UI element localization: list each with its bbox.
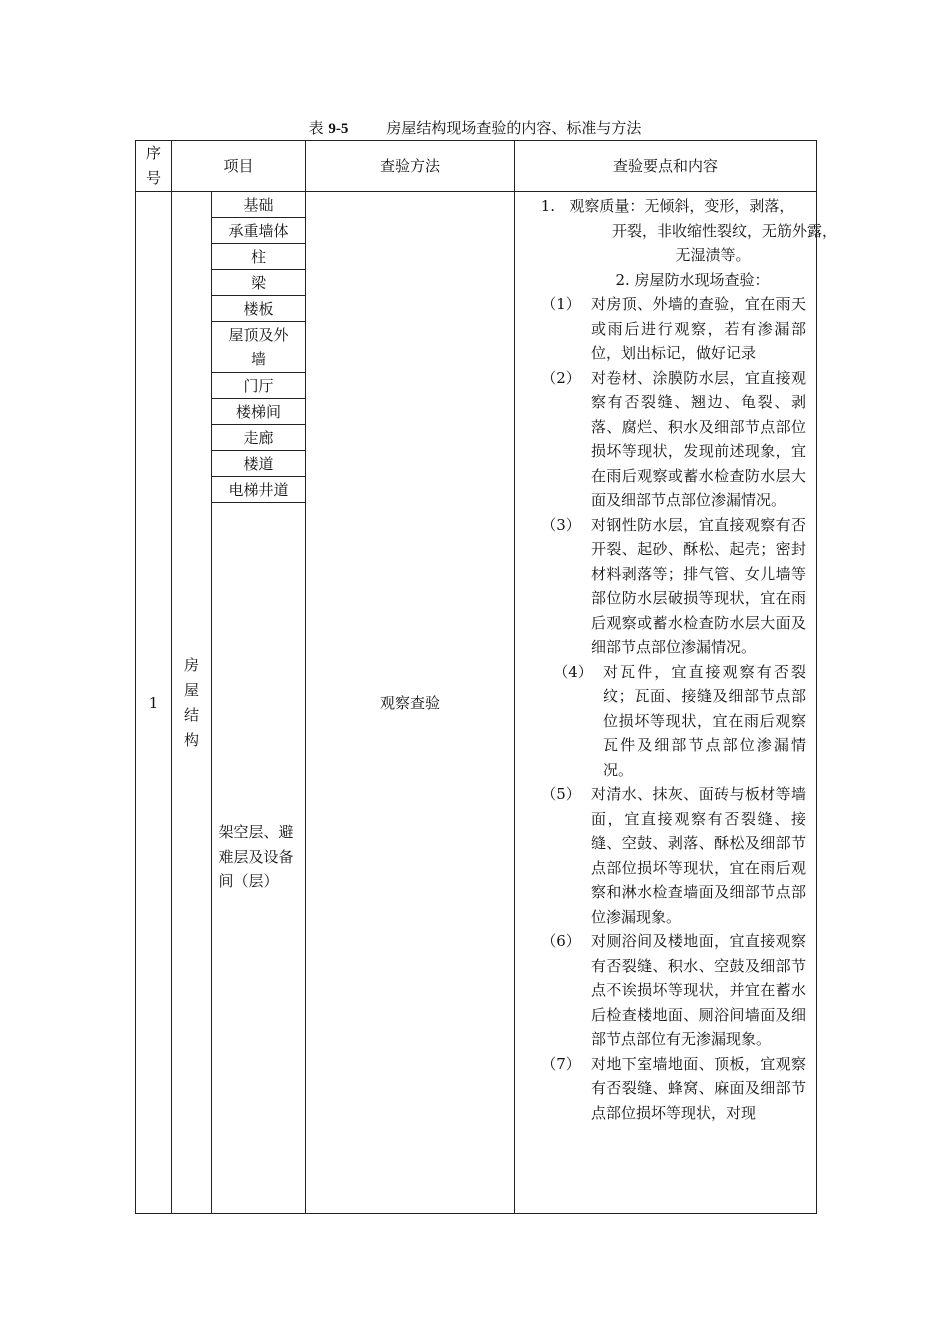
row-seq: 1 [136,192,172,1214]
caption-prefix: 表 [308,119,324,137]
subpoint-2: （2） 对卷材、涂膜防水层，宜直接观察有否裂缝、翘边、龟裂、剥落、腐烂、积水及细部节点部位损坏等现状，发现前述现象，宜在雨后观察或蓄水检查防水层大面及细部节点部位渗漏情况。 [541,368,806,509]
list-item: 楼道 [212,451,305,477]
item-list [212,192,305,1211]
subpoint-6: （6） 对厕浴间及楼地面，宜直接观察有否裂缝、积水、空鼓及细部节点不诶损坏等现状，并宜在蓄水后检查楼地面、厕浴间墙面及细部节点部位有无渗漏现象。 [541,932,806,1048]
subpoint-3: （3） 对钢性防水层，宜直接观察有否开裂、起砂、酥松、起壳；密封材料剥落等；排气管、女儿墙等部位防水层破损等现状，宜在雨后观察或蓄水检查防水层大面及细部节点部位渗漏情况。 [541,515,806,656]
subpoint-4: （4） 对瓦件，宜直接观察有否裂纹；瓦面、接缝及细部节点部位损坏等现状，宜在雨后观察瓦件及细部节点部位渗漏情况。 [553,662,806,779]
header-points: 查验要点和内容 [515,141,817,192]
list-item: 电梯井道 [212,477,305,503]
caption-title: 房屋结构现场查验的内容、标准与方法 [386,119,642,137]
row-method: 观察查验 [306,192,515,1214]
list-item: 门厅 [212,373,305,399]
list-item: 梁 [212,270,305,296]
subpoint-1: （1） 对房顶、外墙的查验，宜在雨天或雨后进行观察，若有渗漏部位，划出标记，做好记录 [541,295,806,362]
list-item: 屋顶及外墙 [212,322,305,373]
caption-number: 9-5 [328,121,349,137]
list-item: 承重墙体 [212,218,305,244]
row-category: 房屋结构 [172,192,212,1214]
inspection-table [135,140,838,1214]
list-item: 楼板 [212,296,305,322]
list-item: 架空层、避难层及设备间（层） [218,823,294,891]
point-1-cont: 无湿渍等。 [675,246,751,264]
list-item: 柱 [212,244,305,270]
row-points [515,192,838,1214]
header-seq: 序号 [136,141,172,192]
subpoint-5: （5） 对清水、抹灰、面砖与板材等墙面，宜直接观察有否裂缝、接缝、空鼓、剥落、酥松及细部节点部位损坏等现状，宜在雨后观察和淋水检查墙面及细部节点部位渗漏现象。 [541,785,806,926]
item-list-cell [212,192,306,1214]
list-item: 楼梯间 [212,399,305,425]
point-2: 2. 房屋防水现场查验： [615,270,770,289]
point-1: 1. 观察质量：无倾斜，变形，剥落， [540,197,795,215]
table-caption [0,118,950,139]
table-row [136,192,817,1214]
header-method: 查验方法 [306,141,515,192]
list-item: 走廊 [212,425,305,451]
header-row [136,141,817,192]
subpoint-7: （7） 对地下室墙地面、顶板，宜观察有否裂缝、蜂窝、麻面及细部节点部位损坏等现状，对现 [541,1054,806,1122]
point-1-cont: 开裂，非收缩性裂纹，无筋外露， [612,221,838,240]
list-item: 基础 [212,192,305,218]
header-item: 项目 [172,141,306,192]
